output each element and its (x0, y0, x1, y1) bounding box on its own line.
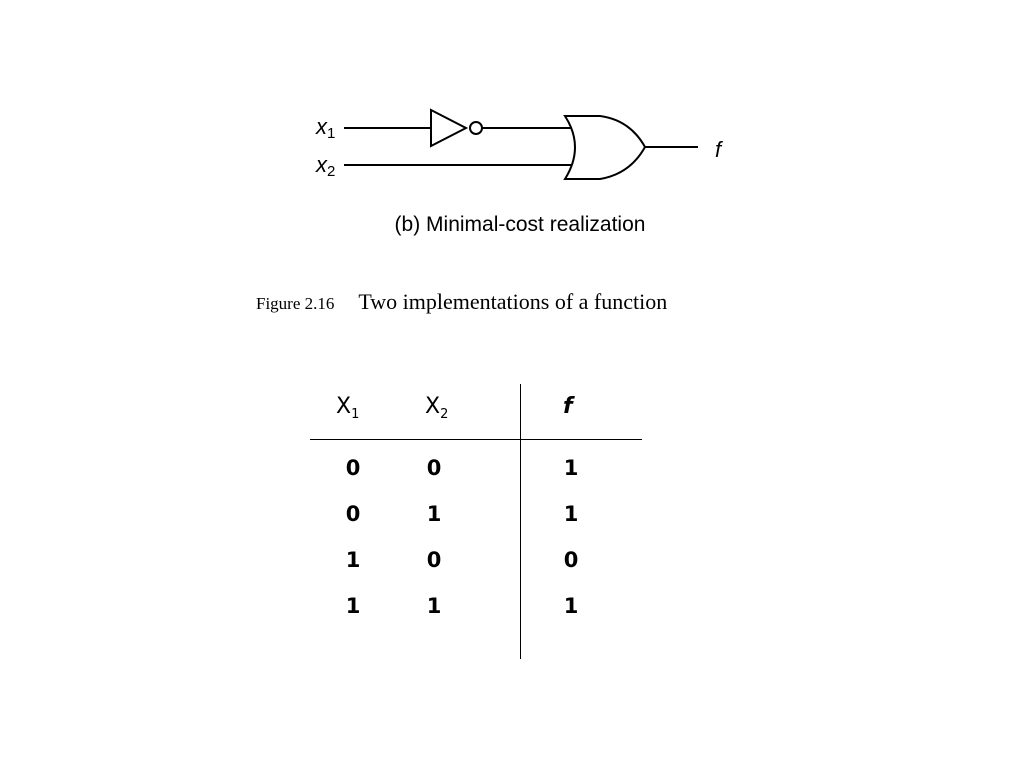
table-cell: 0 (426, 548, 442, 572)
or-gate (565, 116, 645, 179)
table-cell: 0 (345, 456, 361, 480)
table-cell: 1 (345, 548, 361, 572)
table-cell: 1 (563, 502, 579, 526)
header-x1: $X_1$ (336, 394, 360, 422)
output-label-f: f (715, 137, 722, 162)
table-cell: 1 (345, 594, 361, 618)
table-column-divider (520, 384, 521, 659)
not-gate-bubble (470, 122, 482, 134)
table-cell: 1 (563, 594, 579, 618)
input-label-x1: $x_1$ (316, 114, 336, 142)
table-cell: 0 (345, 502, 361, 526)
diagram-subcaption: (b) Minimal-cost realization (394, 213, 646, 236)
table-cell: 0 (563, 548, 579, 572)
header-f: f (563, 394, 573, 419)
table-cell: 1 (426, 502, 442, 526)
truth-table (310, 384, 642, 659)
header-x2: $X_2$ (425, 394, 449, 422)
figure-title: Two implementations of a function (358, 289, 668, 314)
table-cell: 1 (426, 594, 442, 618)
table-cell: 1 (563, 456, 579, 480)
figure-caption (256, 289, 667, 315)
not-gate (431, 110, 466, 146)
figure-number: Figure 2.16 (256, 294, 335, 313)
input-label-x2: $x_2$ (316, 152, 336, 180)
table-header-divider (310, 439, 642, 440)
table-cell: 0 (426, 456, 442, 480)
